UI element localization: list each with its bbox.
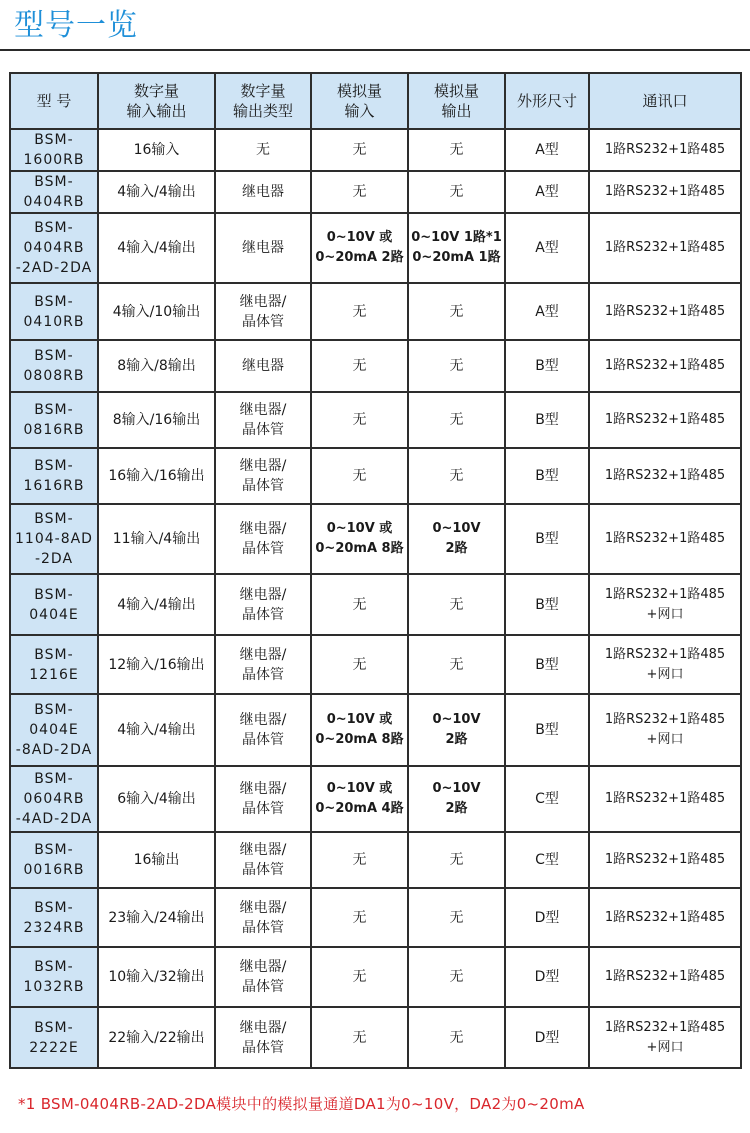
digital-io-cell xyxy=(98,448,215,504)
comm-port-cell xyxy=(589,1007,741,1068)
cell-text-line: 0816RB xyxy=(23,422,85,438)
cell-text-line: 晶体管 xyxy=(242,862,284,878)
digital-output-type-cell xyxy=(215,171,311,213)
cell-text-line: 晶体管 xyxy=(242,606,284,623)
cell-text-line: 2324RB xyxy=(23,919,85,936)
cell-text-line: BSM- xyxy=(34,132,74,148)
cell-text-line: 型 号 xyxy=(36,92,72,110)
cell-text-line: 输出 xyxy=(441,102,472,120)
cell-text-line: 1104-8AD xyxy=(15,531,93,547)
cell-text-line: 继电器/ xyxy=(239,521,287,537)
cell-text-line: 11输入/4输出 xyxy=(112,531,201,547)
analog-output-cell xyxy=(408,574,505,635)
cell-text-line: 1路RS232+1路485 xyxy=(604,712,726,727)
comm-port-cell xyxy=(589,694,741,766)
cell-text-line: 继电器 xyxy=(242,184,284,200)
model-cell xyxy=(10,766,98,832)
analog-input-cell xyxy=(311,947,408,1007)
header-digital-io xyxy=(98,73,215,129)
analog-input-cell xyxy=(311,448,408,504)
cell-text-line: 12输入/16输出 xyxy=(108,656,205,673)
cell-text-line: 0~10V xyxy=(432,712,481,727)
cell-text-line: 0404RB xyxy=(23,240,85,256)
model-cell xyxy=(10,392,98,448)
table-row xyxy=(10,574,741,635)
cell-text-line: 无 xyxy=(352,358,367,374)
digital-io-cell xyxy=(98,129,215,171)
cell-text-line: 0~20mA 2路 xyxy=(315,250,404,265)
cell-text-line: 继电器/ xyxy=(239,586,287,603)
digital-io-cell xyxy=(98,832,215,888)
comm-port-cell xyxy=(589,635,741,694)
size-cell: B型 xyxy=(505,340,589,392)
comm-port-cell xyxy=(589,947,741,1007)
analog-input-cell xyxy=(311,283,408,340)
cell-text-line: 22输入/22输出 xyxy=(108,1029,205,1046)
table-row xyxy=(10,213,741,283)
comm-port-cell xyxy=(589,392,741,448)
cell-text-line: 0404RB xyxy=(23,194,85,210)
analog-output-cell xyxy=(408,283,505,340)
cell-text-line: 0604RB xyxy=(23,791,85,807)
size-cell: A型 xyxy=(505,171,589,213)
cell-text-line: 晶体管 xyxy=(242,801,284,817)
cell-text-line: 无 xyxy=(352,184,367,200)
comm-port-cell xyxy=(589,340,741,392)
analog-output-cell xyxy=(408,171,505,213)
cell-text-line: 无 xyxy=(449,412,464,428)
table-row xyxy=(10,1007,741,1068)
cell-text-line: 无 xyxy=(449,596,464,613)
analog-input-cell xyxy=(311,504,408,574)
digital-io-cell xyxy=(98,171,215,213)
digital-io-cell xyxy=(98,213,215,283)
cell-text-line: 0~10V 1路*1 xyxy=(411,230,502,245)
cell-text-line: 0~10V 或 xyxy=(326,230,393,245)
table-row xyxy=(10,635,741,694)
cell-text-line: 1路RS232+1路485 xyxy=(604,142,726,157)
cell-text-line: 无 xyxy=(352,412,367,428)
size-cell: B型 xyxy=(505,635,589,694)
cell-text-line: 1路RS232+1路485 xyxy=(604,909,726,925)
cell-text-line: 继电器/ xyxy=(239,646,287,663)
cell-text-line: 0~10V 或 xyxy=(326,712,393,727)
digital-io-cell xyxy=(98,888,215,947)
size-cell: C型 xyxy=(505,832,589,888)
cell-text-line: 晶体管 xyxy=(242,666,284,683)
table-row xyxy=(10,448,741,504)
model-cell xyxy=(10,283,98,340)
cell-text-line: 无 xyxy=(352,142,367,158)
cell-text-line: 0404E xyxy=(29,606,79,623)
cell-text-line: 4输入/4输出 xyxy=(117,596,196,613)
model-cell xyxy=(10,213,98,283)
cell-text-line: 无 xyxy=(352,468,367,484)
cell-text-line: 1216E xyxy=(29,666,79,683)
analog-output-cell xyxy=(408,340,505,392)
model-cell xyxy=(10,832,98,888)
digital-output-type-cell xyxy=(215,1007,311,1068)
cell-text-line: 2路 xyxy=(445,801,468,816)
cell-text-line: 0~20mA 4路 xyxy=(315,801,404,816)
analog-input-cell xyxy=(311,766,408,832)
analog-input-cell xyxy=(311,213,408,283)
cell-text-line: +网口 xyxy=(646,732,684,747)
digital-output-type-cell xyxy=(215,694,311,766)
model-cell xyxy=(10,129,98,171)
digital-io-cell xyxy=(98,283,215,340)
digital-output-type-cell xyxy=(215,635,311,694)
model-cell xyxy=(10,635,98,694)
header-model xyxy=(10,73,98,129)
cell-text-line: 1路RS232+1路485 xyxy=(604,240,726,255)
title-divider xyxy=(0,49,750,51)
cell-text-line: 继电器 xyxy=(242,240,284,256)
table-row xyxy=(10,392,741,448)
cell-text-line: 0~20mA 8路 xyxy=(315,732,404,747)
cell-text-line: 1路RS232+1路485 xyxy=(604,184,726,199)
cell-text-line: 16输入/16输出 xyxy=(108,468,205,484)
table-header-row xyxy=(10,73,741,129)
cell-text-line: 数字量 xyxy=(240,82,286,100)
model-cell xyxy=(10,340,98,392)
cell-text-line: 0~10V 或 xyxy=(326,521,393,536)
cell-text-line: 无 xyxy=(352,1029,367,1046)
table-row xyxy=(10,888,741,947)
header-analog-output xyxy=(408,73,505,129)
cell-text-line: 1路RS232+1路485 xyxy=(604,586,726,602)
size-cell: D型 xyxy=(505,1007,589,1068)
cell-text-line: 晶体管 xyxy=(242,979,284,995)
digital-output-type-cell xyxy=(215,448,311,504)
table-row xyxy=(10,694,741,766)
analog-input-cell xyxy=(311,635,408,694)
model-spec-table xyxy=(9,72,742,1069)
cell-text-line: -4AD-2DA xyxy=(15,811,93,827)
cell-text-line: 1路RS232+1路485 xyxy=(604,646,726,662)
size-cell: B型 xyxy=(505,392,589,448)
cell-text-line: -8AD-2DA xyxy=(15,742,93,758)
cell-text-line: 继电器/ xyxy=(239,842,287,858)
analog-output-cell xyxy=(408,694,505,766)
cell-text-line: 无 xyxy=(449,969,464,985)
analog-input-cell xyxy=(311,129,408,171)
cell-text-line: 无 xyxy=(352,303,367,320)
cell-text-line: 无 xyxy=(449,656,464,673)
model-cell xyxy=(10,1007,98,1068)
cell-text-line: 1路RS232+1路485 xyxy=(604,852,726,867)
table-row xyxy=(10,766,741,832)
cell-text-line: -2DA xyxy=(34,551,74,567)
cell-text-line: 1032RB xyxy=(23,979,85,995)
cell-text-line: BSM- xyxy=(34,293,74,310)
analog-input-cell xyxy=(311,832,408,888)
cell-text-line: 0410RB xyxy=(23,313,85,330)
cell-text-line: 无 xyxy=(256,142,270,158)
cell-text-line: 1路RS232+1路485 xyxy=(604,969,726,984)
cell-text-line: 0016RB xyxy=(23,862,85,878)
digital-output-type-cell xyxy=(215,574,311,635)
cell-text-line: 模拟量 xyxy=(336,82,382,100)
cell-text-line: 继电器 xyxy=(242,358,284,374)
table-row xyxy=(10,832,741,888)
cell-text-line: 0~10V xyxy=(432,781,481,796)
analog-output-cell xyxy=(408,448,505,504)
analog-input-cell xyxy=(311,1007,408,1068)
comm-port-cell xyxy=(589,766,741,832)
comm-port-cell xyxy=(589,888,741,947)
header-analog-input xyxy=(311,73,408,129)
cell-text-line: BSM- xyxy=(34,348,74,364)
cell-text-line: 4输入/10输出 xyxy=(112,303,201,320)
cell-text-line: 继电器/ xyxy=(239,712,287,728)
digital-output-type-cell xyxy=(215,283,311,340)
analog-input-cell xyxy=(311,574,408,635)
cell-text-line: 继电器/ xyxy=(239,959,287,975)
header-comm-port xyxy=(589,73,741,129)
cell-text-line: 1路RS232+1路485 xyxy=(604,531,726,546)
digital-output-type-cell xyxy=(215,213,311,283)
cell-text-line: 无 xyxy=(352,969,367,985)
size-cell: C型 xyxy=(505,766,589,832)
cell-text-line: 继电器/ xyxy=(239,458,287,474)
cell-text-line: 0~10V xyxy=(432,521,481,536)
analog-output-cell xyxy=(408,766,505,832)
cell-text-line: 4输入/4输出 xyxy=(117,240,196,256)
cell-text-line: 0~10V 或 xyxy=(326,781,393,796)
analog-output-cell xyxy=(408,888,505,947)
table-row xyxy=(10,504,741,574)
cell-text-line: 无 xyxy=(352,909,367,926)
cell-text-line: 晶体管 xyxy=(242,732,284,748)
analog-input-cell xyxy=(311,340,408,392)
cell-text-line: 模拟量 xyxy=(433,82,479,100)
digital-output-type-cell xyxy=(215,766,311,832)
cell-text-line: BSM- xyxy=(34,458,74,474)
header-digital-output-type xyxy=(215,73,311,129)
model-cell xyxy=(10,574,98,635)
cell-text-line: 8输入/16输出 xyxy=(112,412,201,428)
table-row xyxy=(10,340,741,392)
cell-text-line: 1路RS232+1路485 xyxy=(604,303,726,319)
comm-port-cell xyxy=(589,283,741,340)
model-cell xyxy=(10,947,98,1007)
model-cell xyxy=(10,694,98,766)
cell-text-line: 2路 xyxy=(445,541,468,556)
analog-output-cell xyxy=(408,947,505,1007)
comm-port-cell xyxy=(589,129,741,171)
digital-output-type-cell xyxy=(215,832,311,888)
cell-text-line: BSM- xyxy=(34,702,74,718)
digital-io-cell xyxy=(98,574,215,635)
cell-text-line: 晶体管 xyxy=(242,422,284,438)
cell-text-line: 输入 xyxy=(344,102,375,120)
cell-text-line: 继电器/ xyxy=(239,402,287,418)
cell-text-line: 无 xyxy=(449,358,464,374)
size-cell: B型 xyxy=(505,574,589,635)
page-title: 型号一览 xyxy=(14,8,138,43)
analog-output-cell xyxy=(408,213,505,283)
cell-text-line: 1路RS232+1路485 xyxy=(604,358,726,373)
analog-input-cell xyxy=(311,694,408,766)
analog-input-cell xyxy=(311,171,408,213)
cell-text-line: 晶体管 xyxy=(242,1039,284,1056)
cell-text-line: 0~20mA 1路 xyxy=(412,250,501,265)
cell-text-line: 无 xyxy=(449,142,464,158)
cell-text-line: 16输入 xyxy=(133,142,180,158)
cell-text-line: 1路RS232+1路485 xyxy=(604,468,726,483)
footnote: *1 BSM-0404RB-2AD-2DA模块中的模拟量通道DA1为0~10V，DA2为0~20mA xyxy=(18,1095,585,1113)
analog-input-cell xyxy=(311,392,408,448)
analog-output-cell xyxy=(408,832,505,888)
digital-output-type-cell xyxy=(215,129,311,171)
cell-text-line: +网口 xyxy=(646,1039,684,1055)
cell-text-line: 继电器/ xyxy=(239,899,287,916)
size-cell: D型 xyxy=(505,947,589,1007)
cell-text-line: BSM- xyxy=(34,771,74,787)
cell-text-line: 0404E xyxy=(29,722,79,738)
cell-text-line: 无 xyxy=(449,303,464,320)
analog-input-cell xyxy=(311,888,408,947)
cell-text-line: BSM- xyxy=(34,174,74,190)
cell-text-line: 无 xyxy=(449,909,464,926)
cell-text-line: 无 xyxy=(449,1029,464,1046)
model-cell xyxy=(10,448,98,504)
comm-port-cell xyxy=(589,832,741,888)
cell-text-line: 继电器/ xyxy=(239,781,287,797)
digital-output-type-cell xyxy=(215,888,311,947)
comm-port-cell xyxy=(589,171,741,213)
digital-io-cell xyxy=(98,340,215,392)
size-cell: A型 xyxy=(505,129,589,171)
size-cell: D型 xyxy=(505,888,589,947)
cell-text-line: 无 xyxy=(352,596,367,613)
cell-text-line: BSM- xyxy=(34,220,74,236)
comm-port-cell xyxy=(589,213,741,283)
cell-text-line: 1616RB xyxy=(23,478,85,494)
cell-text-line: BSM- xyxy=(34,959,74,975)
cell-text-line: 无 xyxy=(449,468,464,484)
cell-text-line: 晶体管 xyxy=(242,919,284,936)
cell-text-line: 6输入/4输出 xyxy=(117,791,196,807)
cell-text-line: BSM- xyxy=(34,899,74,916)
cell-text-line: 1路RS232+1路485 xyxy=(604,412,726,427)
analog-output-cell xyxy=(408,504,505,574)
digital-output-type-cell xyxy=(215,340,311,392)
cell-text-line: BSM- xyxy=(34,586,74,603)
cell-text-line: BSM- xyxy=(34,1019,74,1036)
cell-text-line: 外形尺寸 xyxy=(516,92,577,110)
header-size xyxy=(505,73,589,129)
cell-text-line: BSM- xyxy=(34,842,74,858)
comm-port-cell xyxy=(589,504,741,574)
cell-text-line: 10输入/32输出 xyxy=(108,969,205,985)
size-cell: B型 xyxy=(505,504,589,574)
analog-output-cell xyxy=(408,129,505,171)
cell-text-line: -2AD-2DA xyxy=(15,260,93,276)
cell-text-line: 无 xyxy=(449,184,464,200)
cell-text-line: +网口 xyxy=(646,606,684,622)
digital-io-cell xyxy=(98,635,215,694)
analog-output-cell xyxy=(408,1007,505,1068)
table-row xyxy=(10,283,741,340)
cell-text-line: 晶体管 xyxy=(242,313,284,330)
table-body xyxy=(10,129,741,1068)
size-cell: B型 xyxy=(505,448,589,504)
cell-text-line: 16输出 xyxy=(133,852,180,868)
digital-io-cell xyxy=(98,947,215,1007)
cell-text-line: 无 xyxy=(352,656,367,673)
cell-text-line: 通讯口 xyxy=(642,92,688,110)
cell-text-line: BSM- xyxy=(34,646,74,663)
cell-text-line: 4输入/4输出 xyxy=(117,722,196,738)
cell-text-line: 0~20mA 8路 xyxy=(315,541,404,556)
digital-io-cell xyxy=(98,1007,215,1068)
model-cell xyxy=(10,888,98,947)
digital-output-type-cell xyxy=(215,947,311,1007)
comm-port-cell xyxy=(589,574,741,635)
cell-text-line: 1600RB xyxy=(23,152,85,168)
cell-text-line: +网口 xyxy=(646,666,684,682)
cell-text-line: 2路 xyxy=(445,732,468,747)
size-cell: A型 xyxy=(505,283,589,340)
digital-io-cell xyxy=(98,392,215,448)
digital-output-type-cell xyxy=(215,392,311,448)
cell-text-line: BSM- xyxy=(34,402,74,418)
cell-text-line: 无 xyxy=(449,852,464,868)
cell-text-line: 输出类型 xyxy=(232,102,293,120)
cell-text-line: 8输入/8输出 xyxy=(117,358,196,374)
cell-text-line: 1路RS232+1路485 xyxy=(604,791,726,806)
analog-output-cell xyxy=(408,635,505,694)
cell-text-line: 0808RB xyxy=(23,368,85,384)
cell-text-line: 无 xyxy=(352,852,367,868)
model-cell xyxy=(10,504,98,574)
cell-text-line: 输入输出 xyxy=(126,102,187,120)
digital-io-cell xyxy=(98,766,215,832)
cell-text-line: 2222E xyxy=(29,1039,79,1056)
table-row xyxy=(10,171,741,213)
cell-text-line: BSM- xyxy=(34,511,74,527)
comm-port-cell xyxy=(589,448,741,504)
digital-output-type-cell xyxy=(215,504,311,574)
size-cell: A型 xyxy=(505,213,589,283)
cell-text-line: 1路RS232+1路485 xyxy=(604,1019,726,1035)
table-row xyxy=(10,129,741,171)
cell-text-line: 继电器/ xyxy=(239,1019,287,1036)
analog-output-cell xyxy=(408,392,505,448)
cell-text-line: 23输入/24输出 xyxy=(108,909,205,926)
cell-text-line: 4输入/4输出 xyxy=(117,184,196,200)
cell-text-line: 继电器/ xyxy=(239,293,287,310)
table-row xyxy=(10,947,741,1007)
cell-text-line: 数字量 xyxy=(133,82,179,100)
size-cell: B型 xyxy=(505,694,589,766)
cell-text-line: 晶体管 xyxy=(242,541,284,557)
model-cell xyxy=(10,171,98,213)
digital-io-cell xyxy=(98,694,215,766)
digital-io-cell xyxy=(98,504,215,574)
cell-text-line: 晶体管 xyxy=(242,478,284,494)
